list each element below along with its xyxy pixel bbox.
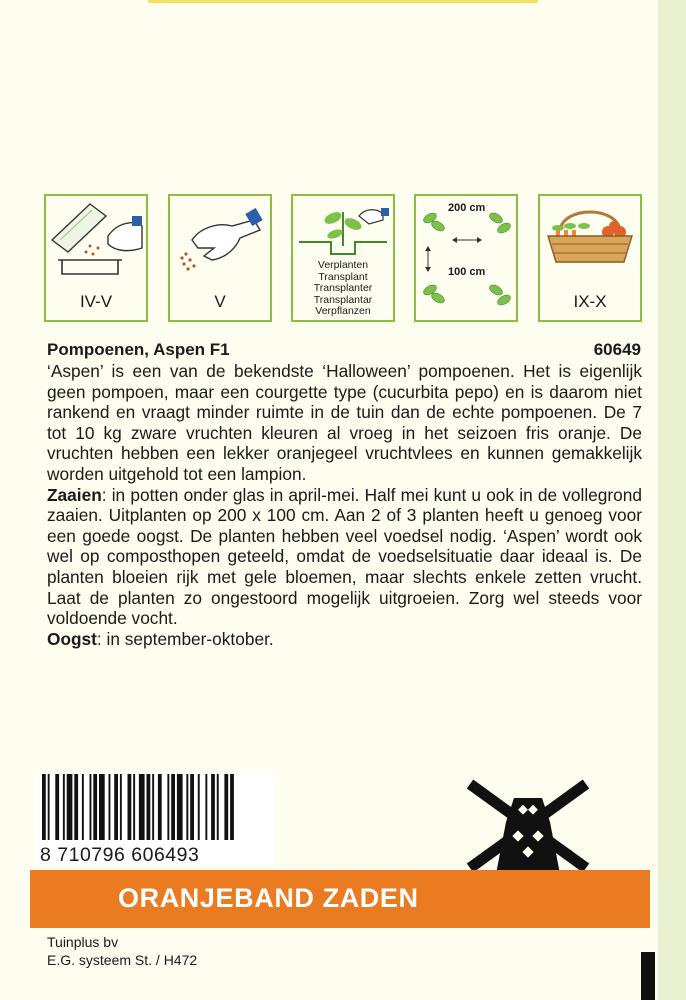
brand-name: ORANJEBAND ZADEN: [118, 883, 419, 913]
sowing-label: Zaaien: [47, 484, 102, 505]
barcode-bar: [90, 774, 92, 840]
harvest-label: Oogst: [47, 628, 97, 649]
cultivation-icons: [44, 194, 644, 322]
transplant-label-fr: Transplanter: [313, 282, 373, 295]
harvest-tile: [538, 194, 642, 322]
barcode-bar: [205, 774, 207, 840]
barcode-bar: [93, 774, 97, 840]
transplant-label-nl: Verplanten: [317, 259, 369, 271]
sowing-hand-icon: [170, 196, 270, 282]
sowing-outdoor-tile: [168, 194, 272, 322]
barcode-bar: [177, 774, 183, 840]
windmill-logo-icon: [462, 778, 594, 874]
transplant-labels: [293, 260, 393, 318]
barcode-bar: [109, 774, 111, 840]
barcode-bar: [147, 774, 151, 840]
barcode-bar: [114, 774, 118, 840]
transplant-label-de: Verpflanzen: [315, 305, 371, 318]
harvest-text: : in september-oktober.: [96, 628, 274, 649]
barcode-bar: [74, 774, 78, 840]
plant-spacing-label: 100 cm: [448, 266, 486, 278]
right-edge-strip: [658, 0, 686, 1000]
sowing-indoor-tile: [44, 194, 148, 322]
sowing-text: : in potten onder glas in april-mei. Half mei kunt u ook in de vollegrond zaaien. Uitplanten op 200 x 100 cm. Aan 2 of 3 planten heeft u genoeg voor een goede oogst. De planten hebben veel voedsel nodig. ‘Aspen’ wordt ook wel op composthopen geteeld, omdat de voedselsituatie daar ideaal is. De planten bloeien rijk met gele bloemen, maar slechts enkele zetten vrucht. Laat de planten zo ongestoord mogelijk uitgroeien. Zorg wel steeds voor voldoende vocht.: [47, 484, 642, 629]
product-code: 60649: [593, 340, 641, 359]
barcode-bar: [67, 774, 73, 840]
barcode-bar: [128, 774, 132, 840]
barcode-bar: [82, 774, 84, 840]
harvest-paragraph: [47, 629, 642, 650]
spacing-tile: [414, 194, 518, 322]
barcode-bar: [211, 774, 215, 840]
sowing-paragraph: [47, 485, 642, 629]
barcode-bar: [55, 774, 59, 840]
barcode-number: 8 710796 606493: [40, 844, 200, 866]
barcode-bar: [42, 774, 46, 840]
top-accent-bar: [148, 0, 538, 3]
barcode-bar: [171, 774, 175, 840]
barcode-bar: [152, 774, 154, 840]
barcode-bar: [133, 774, 135, 840]
plant-spacing-icon: [416, 196, 516, 320]
sowing-under-glass-icon: [46, 196, 146, 282]
barcode-bar: [158, 774, 162, 840]
sowing-indoor-period: IV-V: [79, 292, 113, 311]
barcode-bar: [99, 774, 105, 840]
barcode-bar: [198, 774, 200, 840]
footer-standard: E.G. systeem St. / H472: [47, 952, 198, 968]
barcode-bar: [186, 774, 188, 840]
barcode-bar: [120, 774, 122, 840]
transplant-tile: [291, 194, 395, 322]
barcode-bar: [217, 774, 219, 840]
barcode-bar: [139, 774, 145, 840]
transplant-label-en: Transplant: [318, 270, 368, 283]
sowing-outdoor-period: V: [214, 292, 226, 311]
row-spacing-label: 200 cm: [448, 202, 486, 214]
transplant-label-es: Transplantar: [313, 293, 373, 306]
barcode-bar: [230, 774, 234, 840]
barcode-bar: [224, 774, 228, 840]
barcode-bar: [190, 774, 194, 840]
harvest-period: IX-X: [573, 292, 607, 311]
product-title: Pompoenen, Aspen F1: [47, 340, 230, 359]
barcode-bar: [167, 774, 169, 840]
barcode-bar: [48, 774, 50, 840]
bottom-black-bar: [641, 952, 655, 1000]
harvest-basket-icon: [540, 196, 640, 282]
description: [47, 361, 642, 649]
barcode-bar: [63, 774, 65, 840]
brand-band: [30, 870, 650, 928]
intro-paragraph: ‘Aspen’ is een van de bekendste ‘Halloween’ pompoenen. Het is eigenlijk geen pompoen, maar een courgette type (cucurbita pepo) en is daarom niet rankend en vraagt minder ruimte in de tuin dan de echte pompoenen. De 7 tot 10 kg zware vruchten kleuren al vroeg in het seizoen fris oranje. De vruchten hebben een lekker oranjegeel vruchtvlees en kunnen gemakkelijk worden uitgehold tot een lampion.: [47, 361, 642, 484]
footer-company: Tuinplus bv: [47, 934, 119, 950]
